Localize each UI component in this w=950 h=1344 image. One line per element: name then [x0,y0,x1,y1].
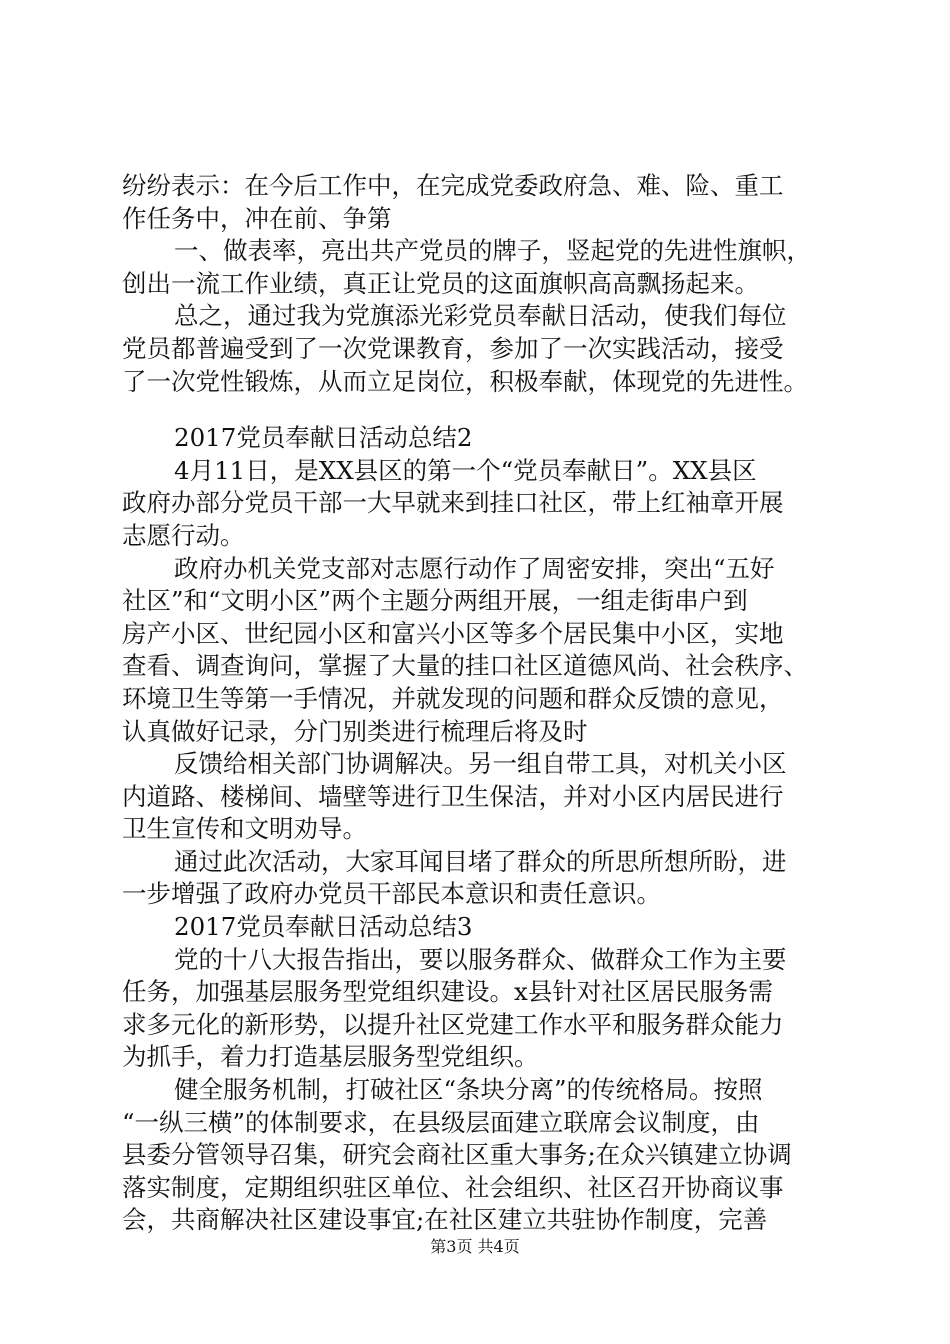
paragraph [122,170,834,235]
text-line: 作任务中，冲在前、争第 [122,203,392,233]
paragraph [122,748,834,846]
paragraph [122,1074,834,1237]
text-line: 卫生宣传和文明劝导。 [122,814,367,844]
text-line: 了一次党性锻炼，从而立足岗位，积极奉献，体现党的先进性。 [122,366,808,396]
text-line: 政府办部分党员干部一大早就来到挂口社区，带上红袖章开展 [122,488,784,518]
text-line: 党的十八大报告指出，要以服务群众、做群众工作为主要 [174,944,787,974]
text-line: “一纵三横”的体制要求，在县级层面建立联席会议制度，由 [122,1107,760,1137]
text-line: 内道路、楼梯间、墙壁等进行卫生保洁，并对小区内居民进行 [122,781,784,811]
text-line: 一、做表率，亮出共产党员的牌子，竖起党的先进性旗帜， [174,236,811,266]
text-line: 会，共商解决社区建设事宜;在社区建立共驻协作制度，完善 [122,1205,768,1235]
text-line: 纷纷表示：在今后工作中，在完成党委政府急、难、险、重工 [122,171,784,200]
body-text [122,170,834,1237]
paragraph [122,846,834,911]
paragraph [122,944,834,1074]
text-line: 健全服务机制，打破社区“条块分离”的传统格局。按照 [174,1075,763,1105]
text-line: 社区”和“文明小区”两个主题分两组开展，一组走街串户到 [122,586,748,616]
section-heading: 2017党员奉献日活动总结3 [174,912,473,942]
section-gap [122,398,834,422]
text-line: 环境卫生等第一手情况，并就发现的问题和群众反馈的意见， [122,683,784,713]
paragraph [122,553,834,749]
paragraph [122,300,834,398]
text-line: 认真做好记录，分门别类进行梳理后将及时 [122,716,588,746]
text-line: 为抓手，着力打造基层服务型党组织。 [122,1042,539,1072]
text-line: 房产小区、世纪园小区和富兴小区等多个居民集中小区，实地 [122,618,784,648]
text-line: 任务，加强基层服务型党组织建设。x县针对社区居民服务需 [122,977,773,1007]
text-line: 志愿行动。 [122,520,245,550]
text-line: 县委分管领导召集，研究会商社区重大事务;在众兴镇建立协调 [122,1140,792,1170]
section-heading: 2017党员奉献日活动总结2 [174,423,473,453]
paragraph [122,235,834,300]
page-footer: 第3页 共4页 [430,1237,520,1256]
text-line: 党员都普遍受到了一次党课教育，参加了一次实践活动，接受 [122,333,784,363]
text-line: 查看、调查询问，掌握了大量的挂口社区道德风尚、社会秩序、 [122,651,808,681]
text-line: 总之，通过我为党旗添光彩党员奉献日活动，使我们每位 [174,301,787,331]
text-line: 政府办机关党支部对志愿行动作了周密安排，突出“五好 [174,553,775,583]
text-line: 求多元化的新形势，以提升社区党建工作水平和服务群众能力 [122,1009,784,1039]
text-line: 一步增强了政府办党员干部民本意识和责任意识。 [122,879,661,909]
text-line: 通过此次活动，大家耳闻目堵了群众的所思所想所盼，进 [174,846,787,876]
text-line: 反馈给相关部门协调解决。另一组自带工具，对机关小区 [174,749,787,779]
paragraph [122,455,834,553]
text-line: 落实制度，定期组织驻区单位、社会组织、社区召开协商议事 [122,1172,784,1202]
text-line: 4月11日，是XX县区的第一个“党员奉献日”。XX县区 [174,455,757,485]
text-line: 创出一流工作业绩，真正让党员的这面旗帜高高飘扬起来。 [122,268,759,298]
